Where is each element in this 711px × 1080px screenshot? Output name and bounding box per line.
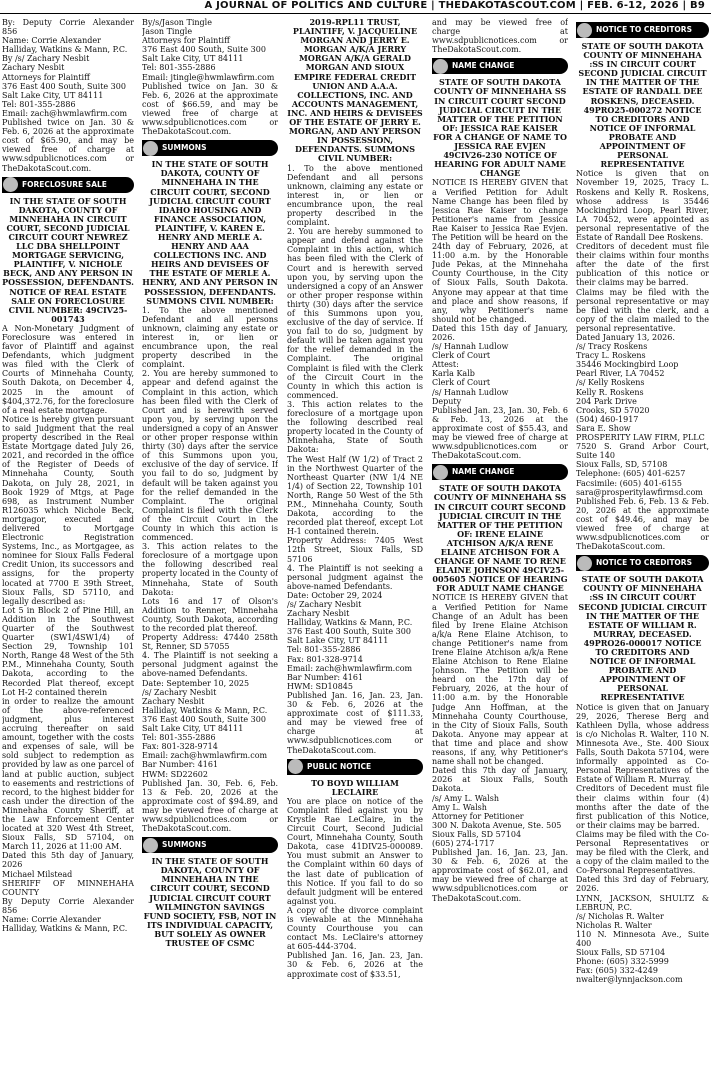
notice-paragraph: sara@prosperitylawfirmsd.com — [576, 487, 703, 497]
notice-caption: IN THE STATE OF SOUTH DAKOTA, COUNTY OF MINNEHAHA IN CIRCUIT COURT, SECOND JUDICIAL CIRCUIT COURT NEWREZ LLC DBA SHELLPOINT MORTGAGE SERVICING, PLAINTIFF, V. NICHOLE BECK, AND ANY PERSON IN POSSESSION, DEFENDANTS. NOTICE OF REAL ESTATE SALE ON FORECLOSURE CIVIL NUMBER: 49CIV25-001743 — [2, 195, 134, 324]
notice-paragraph: NOTICE IS HEREBY GIVEN that a Verified Petition for Adult Name Change has been filed by Jessica Rae Kaiser to change Petitioner's name from Jessica Rae Kaiser to Jessica Rae Evjen. The Petition will be heard on the 24th day of February, 2026, at 11:00 a.m. by the Honorable Jude Pekas, at the Minnehaha County Courthouse, in the City of Sioux Falls, South Dakota. Anyone may appear at that time and place and show reasons, if any, why Petitioner's name should not be changed. — [432, 178, 568, 324]
notice-paragraph: 2. You are hereby summoned to appear and defend against the Complaint in this action, which has been filed with the Clerk of Court and is herewith served upon you, by serving upon the undersigned a copy of an Answer or other proper response within thirty (30) days after the service of this Summons upon you, exclusive of the day of service. If you fail to do so, judgment by default will be taken against you for the relief demanded in the Complaint. The original Complaint is filed with the Clerk of the Circuit Court in the County in which this action is commenced. — [287, 227, 423, 400]
notice-caption: TO BOYD WILLIAM LECLAIRE — [311, 777, 399, 797]
notice-paragraph: Published Jan. 23, Jan. 30, Feb. 6 & Feb. 13, 2026 at the approximate cost of $55.43, and may be viewed free of charge at www.sdpublicnotices.com or TheDakotaScout.com. — [432, 405, 568, 461]
notice-paragraph: and may be viewed free of charge at www.sdpublicnotices.com or TheDakotaScout.com. — [432, 18, 568, 55]
notice-paragraph: Zachary Nesbit — [287, 609, 350, 619]
scout-logo-icon — [143, 141, 158, 156]
notice-paragraph: Published twice on Jan. 30 & Feb. 6, 2026 at the approximate cost of $66.59, and may be viewed free of charge at www.sdpublicnotices.com or TheDakotaScout.com. — [142, 81, 278, 137]
masthead-text: A JOURNAL OF POLITICS AND CULTURE | THEDAKOTASCOUT.COM | FEB. 6-12, 2026 | B9 — [204, 0, 705, 11]
notice-paragraph: 1. To the above mentioned Defendant and all persons unknown, claiming any estate or interest in, or lien or encumbrance upon, the real property described in the complaint. — [142, 305, 278, 370]
notice-caption: STATE OF SOUTH DAKOTA COUNTY OF MINNEHAHA :SS IN CIRCUIT COURT SECOND JUDICIAL CIRCUIT IN THE MATTER OF THE ESTATE OF RANDALL DEE ROSKENS, DECEASED. 49PRO25-000272 NOTICE TO CREDITORS AND NOTICE OF INFORMAL PROBATE AND APPOINTMENT OF PERSONAL REPRESENTATIVE — [578, 41, 707, 170]
notice-paragraph: Zachary Nesbit — [142, 696, 205, 706]
notice-paragraph: /s/ Zachary Nesbit — [142, 687, 217, 697]
notice-paragraph: Property Address: 47440 258th St, Renner, SD 57055 — [142, 633, 278, 652]
notice-paragraph: Salt Lake City, UT 84111 — [142, 54, 244, 64]
scout-logo-icon — [577, 23, 592, 38]
section-header-label: NOTICE TO CREDITORS — [596, 25, 692, 34]
scout-logo-icon — [288, 759, 303, 774]
notice-paragraph: Sioux Falls, SD, 57108 — [576, 460, 668, 470]
section-header — [432, 58, 568, 74]
notice-paragraph: Name: Corrie Alexander — [2, 915, 101, 924]
notice-paragraph: Notice is hereby given pursuant to said Judgment that the real property described in the Real Estate Mortgage dated July 26, 2021, and recorded in the office of the Register of Deeds of Minnehaha County, South Dakota, on July 28, 2021, in Book 1929 of Mtgs, at Page 698, as Instrument Number R126035 which Nichole Beck, mortgagor, executed and delivered to Mortgage Electronic Registration Systems, Inc., as Mortgagee, as nominee for Sioux Falls Federal Credit Union, its successors and assigns, for the property located at 7700 E 39th Street, Sioux Falls, SD 57110, and legally described as: — [2, 414, 134, 606]
scout-logo-icon — [3, 177, 18, 192]
notice-paragraph: /s/ Amy L. Walsh — [432, 793, 499, 803]
notice-paragraph: Date: September 10, 2025 — [142, 678, 250, 688]
notice-paragraph: 4. The Plaintiff is not seeking a personal judgment against the above-named Defendants. — [287, 563, 423, 591]
notice-paragraph: /s/ Hannah Ludlow — [432, 387, 509, 397]
section-header-label: NAME CHANGE — [452, 61, 515, 71]
notice-paragraph: Published Feb. 6, Feb. 13 & Feb. 20, 2026 at the approximate cost of $49.46, and may be viewed free of charge at www.sdpublicnotices.com or TheDakotaScout.com. — [576, 496, 709, 552]
notice-paragraph: nwalter@lynnjackson.com — [576, 975, 683, 985]
notice-paragraph: Date: October 29, 2024 — [287, 590, 383, 600]
notice-paragraph: Sioux Falls, SD 57104 — [432, 829, 522, 839]
notice-paragraph: SHERIFF OF MINNEHAHA COUNTY — [2, 878, 134, 897]
column-2 — [142, 18, 278, 1080]
notice-paragraph: 3. This action relates to the foreclosure of a mortgage upon the following described real property located in the County of Minnehaha, State of South Dakota: — [142, 542, 278, 597]
notice-paragraph: A copy of the divorce complaint is viewable at the Minnehaha County Courthouse you can contact Ms. LeClaire's attorney at 605-444-3704. — [287, 905, 423, 952]
column-5 — [576, 18, 709, 1080]
notice-paragraph: 376 East 400 South, Suite 300 — [287, 627, 411, 637]
notice-paragraph: Attorney for Petitioner — [432, 811, 524, 821]
notice-paragraph: Salt Lake City, UT 84111 — [287, 636, 389, 646]
section-header-label: FORECLOSURE SALE — [22, 179, 107, 189]
notice-paragraph: Pearl River, LA 70452 — [576, 369, 665, 379]
notice-paragraph: 35446 Mockingbird Loop — [576, 360, 679, 370]
notice-paragraph: Facsimile: (605) 401-6155 — [576, 478, 682, 488]
notice-paragraph: 376 East 400 South, Suite 300 — [142, 45, 266, 55]
notice-paragraph: Lot 5 in Block 2 of Pine Hill, an Addition in the Southwest Quarter of the Southwest Quarter (SW1/4SW1/4) of Section 29, Township 101 North, Range 48 West of the 5th P.M., Minnehaha County, South Dakota, according to the Recorded Plat thereof, except Lot H-2 contained therein — [2, 605, 134, 697]
notice-paragraph: Fax: (605) 332-4249 — [576, 966, 658, 976]
notice-paragraph: LYNN, JACKSON, SHULTZ & LEBRUN, P.C. — [576, 893, 709, 912]
notice-paragraph: By Deputy Corrie Alexander 856 — [2, 896, 134, 915]
scout-logo-icon — [577, 556, 592, 571]
section-header — [142, 837, 278, 853]
notice-paragraph: 300 N. Dakota Avenue, Ste. 505 — [432, 820, 562, 830]
notice-paragraph: Salt Lake City, UT 84111 — [142, 724, 244, 734]
notice-caption: STATE OF SOUTH DAKOTA COUNTY OF MINNEHAHA SS IN CIRCUIT COURT SECOND JUDICIAL CIRCUIT IN THE MATTER OF THE PETITION OF: JESSICA RAE KAISER FOR A CHANGE OF NAME TO JESSICA RAE EVJEN 49CIV26-230 NOTICE OF HEARING FOR ADULT NAME CHANGE — [433, 77, 567, 179]
notice-paragraph: Fax: 801-328-9714 — [287, 654, 363, 664]
notice-paragraph: Tel: 801-355-2886 — [2, 99, 76, 109]
notice-paragraph: /s/ Zachary Nesbit — [287, 600, 362, 609]
notice-paragraph: A Non-Monetary Judgment of Foreclosure was entered in favor of Plaintiff and against Defendants, which judgment was filed with the Clerk of Courts of Minnehaha County, South Dakota, on December 4, 2025 in the amount of $404,372.76, for the foreclosure of a real estate mortgage. — [2, 323, 134, 415]
notice-paragraph: By: Deputy Corrie Alexander 856 — [2, 18, 134, 37]
notice-paragraph: Crooks, SD 57020 — [576, 405, 650, 415]
notice-paragraph: Email: zach@hwmlawfirm.com — [2, 108, 128, 118]
notice-paragraph: 110 N. Minnesota Ave., Suite 400 — [576, 929, 709, 948]
notice-paragraph: Halliday, Watkins & Mann, P.C. — [2, 45, 128, 55]
notice-paragraph: Deputy — [432, 396, 462, 406]
section-header — [287, 759, 423, 775]
notice-paragraph: Tel: 801-355-2886 — [287, 645, 361, 655]
notice-paragraph: Salt Lake City, UT 84111 — [2, 90, 104, 100]
notice-paragraph: HWM: SD10845 — [287, 681, 353, 691]
notice-paragraph: Sara E. Show — [576, 423, 631, 433]
section-header — [142, 140, 278, 156]
notice-paragraph: You are place on notice of the Complaint filed against you by Krystle Rae LeClaire, in the Circuit Court, Second Judicial Court, Minnehaha County, South Dakota, case 41DIV25-000089. You must submit an Answer to the Complaint within 60 days of the last date of publication of this Notice. If you fail to do so default judgment will be entered against you. — [287, 796, 423, 906]
scout-logo-icon — [433, 59, 448, 74]
notice-paragraph: Clerk of Court — [432, 378, 491, 388]
notice-paragraph: 3. This action relates to the foreclosure of a mortgage upon the following described real property located in the County of Minnehaha, State of South Dakota: — [287, 399, 423, 455]
notice-paragraph: Clerk of Court — [432, 351, 491, 361]
masthead-rule — [0, 13, 711, 14]
section-header-label: SUMMONS — [162, 143, 207, 153]
notice-paragraph: Dated this 3rd day of February, 2026. — [576, 875, 709, 894]
section-header-label: NOTICE TO CREDITORS — [596, 558, 692, 568]
notice-paragraph: Claims may be filed with the personal representative or may be filed with the clerk, and a copy of the claim mailed to the personal representative. — [576, 287, 709, 333]
notice-paragraph: By /s/ Zachary Nesbit — [2, 54, 90, 64]
notice-paragraph: PROSPERITY LAW FIRM, PLLC — [576, 433, 705, 443]
notice-paragraph: Phone: (605) 332-5999 — [576, 957, 669, 967]
masthead — [0, 0, 711, 14]
notice-paragraph: Published Jan. 16, Jan. 23, Jan. 30 & Feb. 6, 2026 at the approximate cost of $33.51, — [287, 951, 423, 979]
section-header — [432, 464, 568, 480]
notice-caption: 2019-RPL11 TRUST, PLAINTIFF, V. JACQUELINE MORGAN AND JERRY E. MORGAN A/K/A JERRY MORGAN A/K/A GERALD MORGAN AND SIOUX EMPIRE FEDERAL CREDIT UNION AND A.A.A. COLLECTIONS, INC. AND ACCOUNTS MANAGEMENT, INC. AND HEIRS & DEVISEES OF THE ESTATE OF JERRY E. MORGAN, AND ANY PERSON IN POSSESSION, DEFENDANTS. SUMMONS CIVIL NUMBER: — [287, 18, 423, 164]
notice-paragraph: HWM: SD22602 — [142, 769, 208, 779]
notice-paragraph: Email: zach@hwmlawfirm.com — [287, 663, 413, 673]
notice-paragraph: Published twice on Jan. 30 & Feb. 6, 2026 at the approximate cost of $65.90, and may be viewed free of charge at www.sdpublicnotices.com or TheDakotaScout.com. — [2, 118, 134, 173]
section-header — [576, 555, 709, 571]
notice-paragraph: /s/ Nicholas R. Walter — [576, 911, 664, 921]
scout-logo-icon — [433, 465, 448, 480]
scout-logo-icon — [143, 838, 158, 853]
section-header — [2, 177, 134, 193]
column-3 — [287, 18, 423, 1080]
notice-paragraph: Published Jan. 16, Jan. 23, Jan. 30 & Feb. 6, 2026 at the approximate cost of $111.33, and may be viewed free of charge at www.sdpublicnotices.com or TheDakotaScout.com. — [287, 690, 423, 755]
notice-paragraph: Lots 16 and 17 of Olson's Addition to Renner, Minnehaha County, South Dakota, according to the recorded plat thereof. — [142, 596, 278, 633]
notice-paragraph: Creditors of decedent must file their claims within four months after the date of the first publication of this notice or their claims may be barred. — [576, 242, 709, 288]
section-header — [576, 22, 709, 38]
notice-paragraph: Tracy L. Roskens — [576, 351, 646, 361]
notice-paragraph: Amy L. Walsh — [432, 802, 487, 812]
notice-paragraph: Bar Number: 4161 — [142, 760, 219, 770]
notice-paragraph: Published Jan. 30, Feb. 6, Feb. 13 & Feb. 20, 2026 at the approximate cost of $94.89, and may be viewed free of charge at www.sdpublicnotices.com or TheDakotaScout.com. — [142, 778, 278, 834]
notice-caption: IN THE STATE OF SOUTH DAKOTA, COUNTY OF MINNEHAHA IN THE CIRCUIT COURT, SECOND JUDICIAL CIRCUIT COURT WILMINGTON SAVINGS FUND SOCIETY, FSB, NOT IN ITS INDIVIDUAL CAPACITY, BUT SOLELY AS OWNER TRUSTEE OF CSMC — [143, 856, 277, 948]
notice-paragraph: /s/ Hannah Ludlow — [432, 342, 509, 352]
notice-paragraph: 376 East 400 South, Suite 300 — [142, 714, 266, 724]
notice-paragraph: 2. You are hereby summoned to appear and defend against the Complaint in this action, which has been filed with the Clerk of Court and is herewith served upon you, by serving upon the undersigned a copy of an Answer or other proper response within thirty (30) days after the service of this Summons upon you, exclusive of the day of service. If you fail to do so, judgment by default will be taken against you for the relief demanded in the Complaint. The original Complaint is filed with the Clerk of the Circuit Court in the County in which this action is commenced. — [142, 369, 278, 543]
notice-caption: STATE OF SOUTH DAKOTA COUNTY OF MINNEHAHA :SS IN CIRCUIT COURT SECOND JUDICIAL CIRCUIT IN THE MATTER OF THE ESTATE OF WILLIAM R. MURRAY, DECEASED. 49PRO26-000017 NOTICE TO CREDITORS AND NOTICE OF INFORMAL PROBATE AND APPOINTMENT OF PERSONAL REPRESENTATIVE — [578, 574, 707, 703]
notice-paragraph: Notice is given that on January 29, 2026, Therese Berg and Kathleen Dylla, whose address is c/o Nicholas R. Walter, 110 N. Minnesota Ave., Ste. 400 Sioux Falls, South Dakota 57104, were informally appointed as Co-Personal Representatives of the Estate of William R. Murray. — [576, 702, 709, 785]
section-header-label: NAME CHANGE — [452, 467, 515, 477]
notice-paragraph: (605) 274-1717 — [432, 838, 495, 848]
notice-paragraph: Tel: 801-355-2886 — [142, 733, 216, 743]
notice-paragraph: Telephone: (605) 401-6257 — [576, 469, 686, 479]
notice-paragraph: in order to realize the amount of the above-referenced judgment, plus interest accruing thereafter on said amount, together with the costs and expenses of sale, will be sold subject to redemption as provided by law as one parcel of land at public auction, subject to easements and restrictions of record, to the highest bidder for cash under the direction of the Minnehaha County Sheriff, at the Law Enforcement Center located at 320 West 4th Street, Sioux Falls, SD 57104, on March 11, 2026 at 11:00 AM. — [2, 696, 134, 852]
notice-caption: STATE OF SOUTH DAKOTA COUNTY OF MINNEHAHA SS IN CIRCUIT COURT SECOND JUDICIAL CIRCUIT IN THE MATTER OF THE PETITION OF: IRENE ELAINE ATCHISON A/K/A RENE ELAINE ATCHISON FOR A CHANGE OF NAME TO RENE ELAINE JOHNSON 49CIV25-005605 NOTICE OF HEARING FOR ADULT NAME CHANGE — [432, 483, 568, 594]
notice-paragraph: Property Address: 7405 West 12th Street, Sioux Falls, SD 57106 — [287, 536, 423, 564]
notice-paragraph: Attest: — [432, 360, 459, 370]
section-header-label: PUBLIC NOTICE — [307, 761, 372, 771]
notice-paragraph: Dated this 7th day of January, 2026 at Sioux Falls, South Dakota. — [432, 766, 568, 794]
notice-paragraph: NOTICE IS HEREBY GIVEN that a Verified Petition for Name Change of an Adult has been filed by Irene Elaine Atchison a/k/a Rene Elaine Atchison, to change Petitioner's name from Irene Elaine Atchison a/k/a Rene Elaine Atchison to Rene Elaine Johnson. The Petition will be heard on the 17th day of February, 2026, at the hour of 11:00 a.m. by the Honorable Judge Ann Hoffman, at the Minnehaha County Courthouse, in the City of Sioux Falls, South Dakota. Anyone may appear at that time and place and show reasons, if any, why Petitioner's name shall not be changed. — [432, 593, 568, 767]
notice-paragraph: Bar Number: 4161 — [287, 672, 364, 682]
notice-paragraph: Claims may be filed with the Co-Personal Representatives or may be filed with the Clerk, and a copy of the claim mailed to the Co-Personal Representatives. — [576, 829, 709, 876]
notice-caption: IN THE STATE OF SOUTH DAKOTA, COUNTY OF MINNEHAHA IN THE CIRCUIT COURT, SECOND JUDICIAL CIRCUIT COURT IDAHO HOUSING AND FINANCE ASSOCIATION, PLAINTIFF, V. KAREN E. HENRY AND MERLE A. HENRY AND AAA COLLECTIONS INC. AND HEIRS AND DEVISEES OF THE ESTATE OF MERLE A. HENRY, AND ANY PERSON IN POSSESSION, DEFENDANTS. SUMMONS CIVIL NUMBER: — [142, 159, 278, 306]
notice-paragraph: Michael Milstead — [2, 869, 73, 879]
notice-paragraph: Tel: 801-355-2886 — [142, 63, 216, 73]
notice-paragraph: Name: Corrie Alexander — [2, 36, 101, 46]
notice-paragraph: /s/ Tracy Roskens — [576, 342, 648, 352]
section-header-label: SUMMONS — [162, 840, 207, 850]
notice-paragraph: /s/ Kelly Roskens — [576, 378, 645, 388]
notice-paragraph: Zachary Nesbit — [2, 63, 65, 73]
notice-paragraph: Halliday, Watkins & Mann, P.C. — [142, 705, 268, 715]
notice-paragraph: Nicholas R. Walter — [576, 920, 652, 930]
column-1 — [2, 18, 134, 1080]
notice-paragraph: Attorneys for Plaintiff — [2, 72, 90, 82]
notice-paragraph: (504) 460-1917 — [576, 414, 639, 424]
notice-paragraph: The West Half (W 1/2) of Tract 2 in the Northwest Quarter of the Northeast Quarter (NW 1/4 NE 1/4) of Section 22, Township 101 North, Range 50 West of the 5th P.M., Minnehaha County, South Dakota, according to the recorded plat thereof, except Lot H-1 contained therein. — [287, 454, 423, 537]
notice-paragraph: 4. The Plaintiff is not seeking a personal judgment against the above-named Defendants. — [142, 651, 278, 679]
notice-paragraph: Creditors of Decedent must file their claims within four (4) months after the date of the first publication of this Notice, or their claims may be barred. — [576, 784, 709, 830]
notice-paragraph: Dated this 5th day of January, 2026 — [2, 851, 134, 870]
notice-paragraph: Halliday, Watkins & Mann, P.C. — [287, 618, 413, 628]
notice-paragraph: Dated January 13, 2026. — [576, 333, 675, 342]
notice-paragraph: Sioux Falls, SD 57104 — [576, 948, 666, 958]
notice-paragraph: Halliday, Watkins & Mann, P.C. — [2, 924, 128, 934]
notice-paragraph: 204 Park Drive — [576, 396, 637, 406]
notice-paragraph: Attorneys for Plaintiff — [142, 36, 230, 46]
notice-paragraph: Karla Kalb — [432, 369, 475, 379]
notice-paragraph: Notice is given that on November 19, 2025, Tracy L. Roskens and Kelly R. Roskens, whose address is 35446 Mockingbird Loop, Pearl River, LA 70452, were appointed as personal representative of the Estate of Randall Dee Roskens. — [576, 169, 709, 242]
notice-paragraph: Jason Tingle — [142, 27, 193, 37]
notice-paragraph: Kelly R. Roskens — [576, 387, 644, 397]
notice-paragraph: By/s/Jason Tingle — [142, 18, 212, 27]
notice-paragraph: 376 East 400 South, Suite 300 — [2, 81, 126, 91]
notice-paragraph: Email: zach@hwmlawfirm.com — [142, 751, 268, 761]
column-4 — [432, 18, 568, 1080]
notice-paragraph: Fax: 801-328-9714 — [142, 742, 218, 752]
notice-paragraph: Email: jtingle@hwmlawfirm.com — [142, 72, 275, 82]
notice-paragraph: 7520 S. Grand Arbor Court, Suite 140 — [576, 442, 709, 461]
notice-paragraph: Dated this 15th day of January, 2026. — [432, 323, 568, 342]
notice-paragraph: Published Jan. 16, Jan. 23, Jan. 30 & Feb. 6, 2026 at the approximate cost of $62.01, and may be viewed free of charge at www.sdpublicnotices.com or TheDakotaScout.com. — [432, 848, 568, 903]
notice-paragraph: 1. To the above mentioned Defendant and all persons unknown, claiming any estate or interest in, or lien or encumbrance upon, the real property described in the complaint. — [287, 163, 423, 228]
